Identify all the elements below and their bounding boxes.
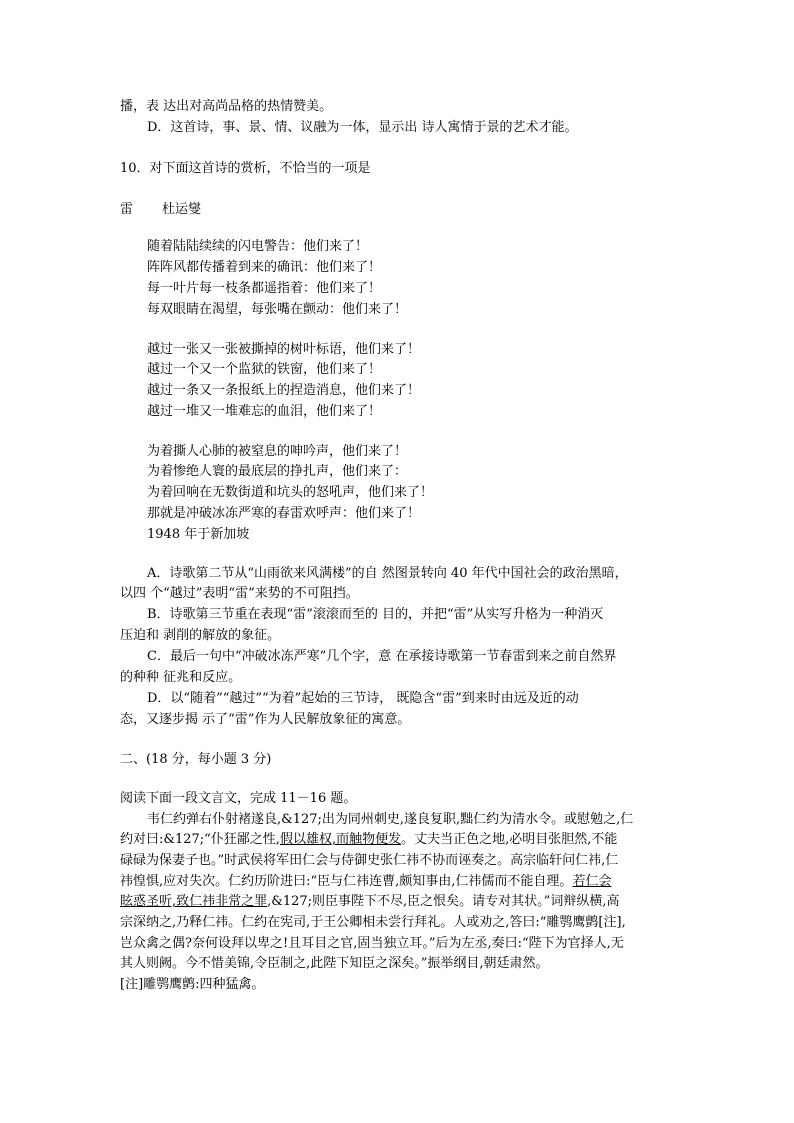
- poem-line: 为着回响在无数街道和坑头的怒吼声，他们来了！: [147, 485, 434, 500]
- passage-line: [120, 830, 617, 849]
- section-heading: 二、(18 分，每小题 3 分): [120, 752, 272, 767]
- option-d-cont: 态，又逐步揭 示了“雷”作为人民解放象征的寓意。: [120, 712, 411, 727]
- prev-option-d: D．这首诗，事、景、情、议融为一体，显示出 诗人寓情于景的艺术才能。: [147, 120, 578, 135]
- passage-text: 祎惶惧,应对失次。仁约历阶进曰:“臣与仁祎连曹,颇知事由,仁祎儒而不能自理。: [120, 874, 573, 889]
- poem-line: 越过一张又一张被撕掉的树叶标语，他们来了！: [147, 342, 421, 357]
- poem-line: 随着陆陆续续的闪电警告：他们来了！: [147, 239, 369, 254]
- poem-line: 每一叶片每一枝条都遥指着：他们来了！: [147, 281, 382, 296]
- passage-line: 其人则阙。今不惜美锦,令臣制之,此陛下知臣之深矣。”振举纲目,朝廷肃然。: [120, 956, 549, 971]
- underlined-phrase: 若仁会: [572, 874, 612, 889]
- reading-intro: 阅读下面一段文言文，完成 11－16 题。: [120, 791, 357, 806]
- underlined-phrase: 眩惑圣听,致仁祎非常之罪: [120, 894, 268, 909]
- option-a-cont: 以四 个“越过”表明“雷”来势的不可阻挡。: [120, 586, 359, 601]
- poem-author: 杜运燮: [162, 202, 202, 217]
- option-c: C．最后一句中“冲破冰冻严寒”几个字，意 在承接诗歌第一节春雷到来之前自然界: [147, 649, 617, 664]
- poem-line: 那就是冲破冰冻严寒的春雷欢呼声：他们来了！: [147, 506, 421, 521]
- passage-line: [120, 872, 611, 891]
- passage-line: 韦仁约弹右仆射褚遂良,&127;出为同州刺史,遂良复职,黜仁约为清水令。或慰勉之,仁: [147, 812, 634, 827]
- poem-line: 越过一条又一条报纸上的捏造消息，他们来了！: [147, 383, 421, 398]
- passage-line: 碌碌为保妻子也。”时武侯将军田仁会与侍御史张仁祎不协而诬奏之。高宗临轩问仁祎,仁: [120, 853, 619, 868]
- option-d: D．以“随着”“越过”“为着”起始的三节诗， 既隐含“雷”到来时由远及近的动: [147, 691, 579, 706]
- passage-line: 岂众禽之偶?奈何设拜以卑之!且耳目之官,固当独立耳。”后为左丞,奏曰:“陛下为官择人,无: [120, 936, 624, 951]
- poem-line: 阵阵风都传播着到来的确讯：他们来了！: [147, 260, 382, 275]
- option-a: A．诗歌第二节从“山雨欲来风满楼”的自 然图景转向 40 年代中国社会的政治黑暗，: [147, 566, 628, 581]
- option-b: B．诗歌第三节重在表现“雷”滚滚而至的 目的，并把“雷”从实写升格为一种消灭: [147, 607, 604, 622]
- poem-line: 越过一个又一个监狱的铁窗，他们来了！: [147, 362, 382, 377]
- poem-line: 为着撕人心肺的被窒息的呻吟声，他们来了！: [147, 444, 408, 459]
- passage-text: 。丈夫当正色之地,必明目张胆然,不能: [401, 832, 618, 847]
- passage-text: ,&127;则臣事陛下不尽,臣之恨矣。请专对其状。”词辩纵横,高: [267, 894, 620, 909]
- poem-title: 雷: [120, 202, 134, 217]
- prev-answer-line-1: 播，表 达出对高尚品格的热情赞美。: [120, 99, 333, 114]
- underlined-phrase: 假以雄权,而触物便发: [279, 832, 402, 847]
- passage-text: 约对曰:&127;“仆狂鄙之性,: [120, 832, 280, 847]
- question-10-stem: 10．对下面这首诗的赏析，不恰当的一项是: [120, 161, 371, 176]
- passage-line: 宗深纳之,乃释仁祎。仁约在宪司,于王公卿相未尝行拜礼。人或劝之,答曰:“雕鹗鹰鹯[注],: [120, 915, 626, 930]
- poem-line: 每双眼睛在渴望，每张嘴在颤动：他们来了！: [147, 302, 408, 317]
- option-c-cont: 的种种 征兆和反应。: [120, 670, 242, 685]
- poem-line: 越过一堆又一堆难忘的血泪，他们来了！: [147, 404, 382, 419]
- poem-date: 1948 年于新加坡: [147, 527, 250, 542]
- footnote: [注]雕鹗鹰鹯:四种猛禽。: [120, 977, 265, 992]
- passage-line: [120, 892, 619, 911]
- poem-line: 为着惨绝人寰的最底层的挣扎声，他们来了：: [147, 464, 408, 479]
- option-b-cont: 压迫和 剥削的解放的象征。: [120, 628, 281, 643]
